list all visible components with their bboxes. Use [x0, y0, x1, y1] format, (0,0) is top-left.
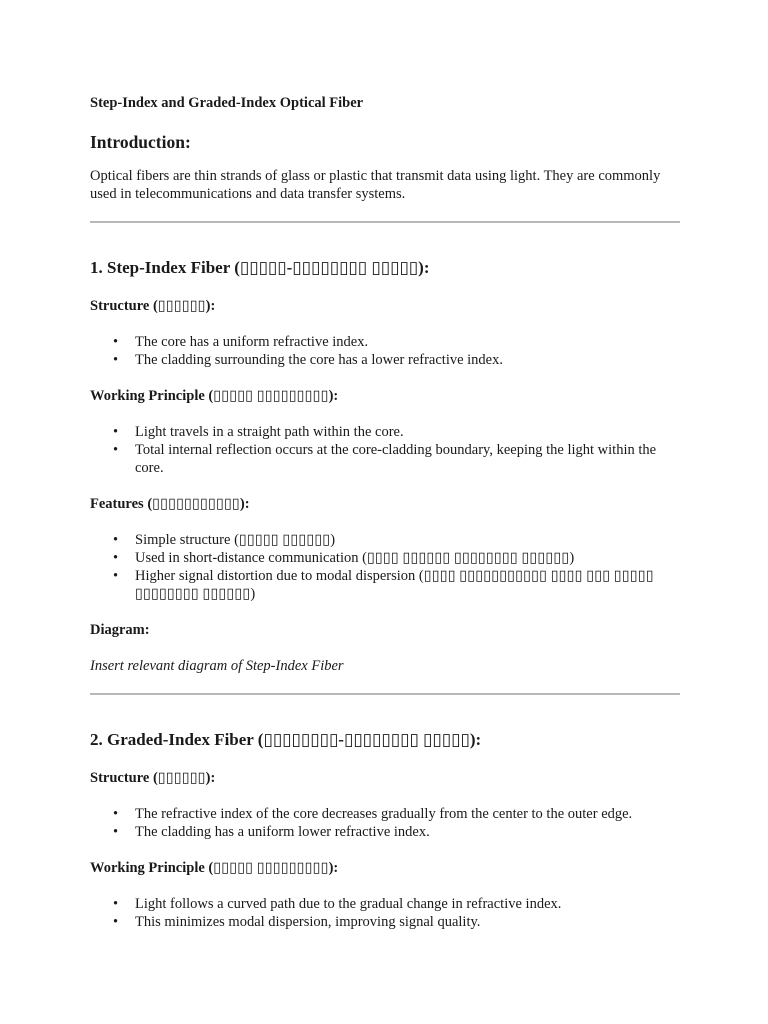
list-item: • The cladding has a uniform lower refractive index. — [113, 824, 430, 840]
bullet-icon: • — [113, 352, 119, 368]
document-title: Step-Index and Graded-Index Optical Fiber — [90, 95, 364, 111]
intro-paragraph: Optical fibers are thin strands of glass or plastic that transmit data using light. They are commonly used in telecommunications and data transfer systems. — [90, 168, 661, 202]
list-item: • Light travels in a straight path within the core. — [113, 424, 404, 440]
graded-working-heading: Working Principle (▯▯▯▯▯ ▯▯▯▯▯▯▯▯▯): — [90, 860, 339, 876]
graded-index-heading: 2. Graded-Index Fiber (▯▯▯▯▯▯▯▯-▯▯▯▯▯▯▯▯ ▯▯▯▯▯): — [90, 730, 482, 749]
list-item: • Light follows a curved path due to the gradual change in refractive index. — [113, 896, 562, 912]
bullet-icon: • — [113, 442, 119, 458]
step-structure-list — [90, 333, 680, 369]
step-diagram-heading: Diagram: — [90, 622, 150, 638]
step-index-heading: 1. Step-Index Fiber (▯▯▯▯▯-▯▯▯▯▯▯▯▯ ▯▯▯▯▯): — [90, 258, 430, 277]
bullet-icon: • — [113, 896, 119, 912]
bullet-icon: • — [113, 568, 119, 584]
list-item: • Used in short-distance communication (▯▯▯▯ ▯▯▯▯▯▯ ▯▯▯▯▯▯▯▯ ▯▯▯▯▯▯) — [113, 550, 575, 566]
list-item: • This minimizes modal dispersion, improving signal quality. — [113, 914, 481, 930]
bullet-icon: • — [113, 532, 119, 548]
list-item: • The core has a uniform refractive index. — [113, 334, 369, 350]
list-item: • The refractive index of the core decreases gradually from the center to the outer edge. — [113, 806, 633, 822]
step-structure-heading: Structure (▯▯▯▯▯▯): — [90, 298, 216, 314]
horizontal-rule — [90, 221, 680, 223]
bullet-icon: • — [113, 806, 119, 822]
list-item: • The cladding surrounding the core has a lower refractive index. — [113, 352, 503, 368]
bullet-icon: • — [113, 550, 119, 566]
step-working-heading: Working Principle (▯▯▯▯▯ ▯▯▯▯▯▯▯▯▯): — [90, 388, 339, 404]
bullet-icon: • — [113, 914, 119, 930]
bullet-icon: • — [113, 824, 119, 840]
graded-structure-heading: Structure (▯▯▯▯▯▯): — [90, 770, 216, 786]
bullet-icon: • — [113, 424, 119, 440]
list-item: • Higher signal distortion due to modal dispersion (▯▯▯▯ ▯▯▯▯▯▯▯▯▯▯▯ ▯▯▯▯ ▯▯▯ ▯▯▯▯▯ ▯▯▯▯▯▯▯▯ ▯▯▯▯▯▯) — [113, 568, 654, 602]
step-features-heading: Features (▯▯▯▯▯▯▯▯▯▯▯): — [90, 496, 250, 512]
bullet-icon: • — [113, 334, 119, 350]
step-features-list — [90, 531, 680, 603]
intro-heading: Introduction: — [90, 132, 191, 152]
graded-structure-list — [90, 805, 680, 841]
graded-working-list — [90, 895, 680, 931]
horizontal-rule — [90, 693, 680, 695]
list-item: • Simple structure (▯▯▯▯▯ ▯▯▯▯▯▯) — [113, 532, 336, 548]
document-page — [90, 94, 680, 931]
list-item: • Total internal reflection occurs at the core-cladding boundary, keeping the light within the core. — [113, 442, 657, 476]
step-working-list — [90, 423, 680, 477]
step-diagram-caption: Insert relevant diagram of Step-Index Fiber — [90, 658, 344, 674]
